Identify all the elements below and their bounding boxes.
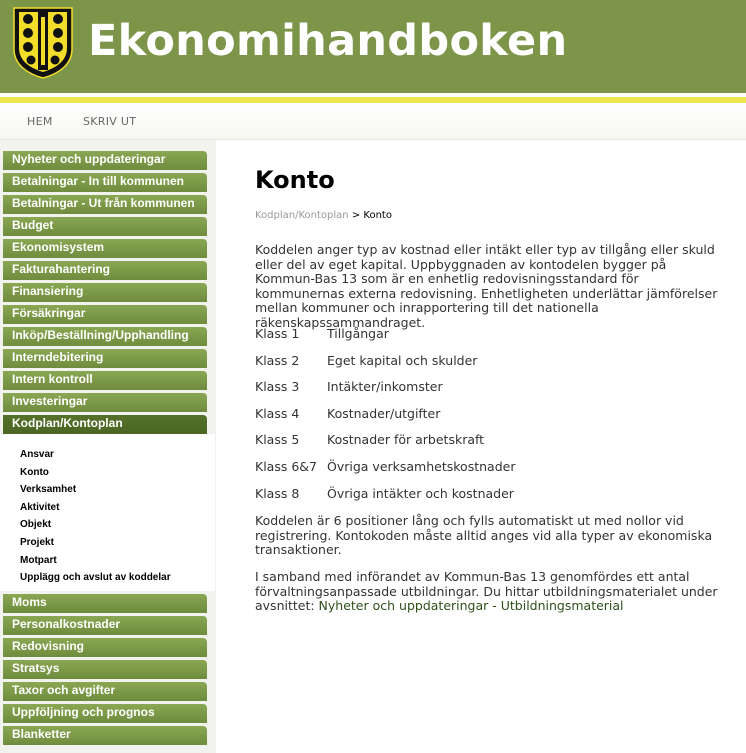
nav-home-link[interactable]: HEM [27, 115, 53, 128]
sidebar-item-interndebitering[interactable]: Interndebitering [3, 349, 207, 368]
klass-description: Övriga verksamhetskostnader [327, 458, 516, 474]
klass-row [255, 406, 725, 433]
municipal-coat-of-arms-icon[interactable] [11, 5, 75, 80]
klass-description: Kostnader/utgifter [327, 405, 441, 421]
sidebar-item-budget[interactable]: Budget [3, 217, 207, 236]
nav-print-link[interactable]: SKRIV UT [83, 115, 137, 128]
sidebar-item-finansiering[interactable]: Finansiering [3, 283, 207, 302]
sidebar-item-intern-kontroll[interactable]: Intern kontroll [3, 371, 207, 390]
submenu-item-projekt[interactable]: Projekt [20, 536, 54, 548]
submenu-item-ansvar[interactable]: Ansvar [20, 449, 54, 460]
klass-description: Kostnader för arbetskraft [327, 432, 485, 448]
page-title: Konto [255, 166, 335, 194]
sidebar-item-blanketter[interactable]: Blanketter [3, 726, 207, 745]
site-title[interactable]: Ekonomihandboken [88, 16, 568, 66]
klass-description: Intäkter/inkomster [327, 379, 443, 395]
sidebar-item-personalkostnader[interactable]: Personalkostnader [3, 616, 207, 635]
klass-label: Klass 8 [255, 485, 300, 501]
sidebar-item-kodplan-active[interactable]: Kodplan/Kontoplan [3, 415, 207, 434]
sidebar-menu [3, 151, 207, 748]
sidebar-item-fakturahantering[interactable]: Fakturahantering [3, 261, 207, 280]
sidebar-item-redovisning[interactable]: Redovisning [3, 638, 207, 657]
breadcrumb-separator: > [351, 210, 361, 221]
intro-paragraph: Koddelen anger typ av kostnad eller intäkt eller typ av tillgång eller skuld eller del av eget kapital. Uppbyggnaden av kontodelen bygger på Kommun-Bas 13 som är en enhetlig redovisningsstandard för kommunernas externa redovisning. Enhetligheten underlättar jämförelser mellan kommuner och inrapportering till det nationella räkenskapssammandraget. [255, 242, 718, 330]
utbildningsmaterial-link[interactable]: Nyheter och uppdateringar - Utbildningsmaterial [318, 598, 624, 613]
klass-label: Klass 3 [255, 379, 300, 395]
klass-description: Övriga intäkter och kostnader [327, 485, 514, 501]
top-navigation [0, 103, 746, 140]
kontokod-paragraph: Koddelen är 6 positioner lång och fylls automatiskt ut med nollor vid registrering. Kontokoden måste alltid anges vid alla typer av ekonomiska transaktioner. [255, 513, 713, 557]
site-header [0, 0, 746, 93]
submenu-item-objekt[interactable]: Objekt [20, 519, 52, 531]
submenu-item-upplagg[interactable]: Upplägg och avslut av koddelar [20, 572, 171, 584]
klass-label: Klass 5 [255, 432, 300, 448]
breadcrumb-current: Konto [363, 210, 392, 221]
klass-label: Klass 6&7 [255, 458, 317, 474]
sidebar-item-investeringar[interactable]: Investeringar [3, 393, 207, 412]
sidebar-item-ekonomisystem[interactable]: Ekonomisystem [3, 239, 207, 258]
klass-row [255, 459, 725, 486]
utbildning-text: I samband med införandet av Kommun-Bas 13 genomfördes ett antal förvaltningsanpassade utbildningar. Du hittar utbildningsmaterialet under avsnittet: [255, 569, 718, 613]
klass-row [255, 486, 725, 513]
submenu-item-verksamhet[interactable]: Verksamhet [20, 484, 77, 496]
submenu-item-motpart[interactable]: Motpart [20, 554, 57, 566]
sidebar-item-inkop[interactable]: Inköp/Beställning/Upphandling [3, 327, 207, 346]
sidebar-item-taxor[interactable]: Taxor och avgifter [3, 682, 207, 701]
sidebar-item-nyheter[interactable]: Nyheter och uppdateringar [3, 151, 207, 170]
sidebar-item-forsakringar[interactable]: Försäkringar [3, 305, 207, 324]
klass-list [255, 326, 725, 512]
klass-row [255, 432, 725, 459]
sidebar-item-stratsys[interactable]: Stratsys [3, 660, 207, 679]
utbildning-paragraph [255, 570, 725, 614]
klass-description: Tillgångar [327, 326, 389, 341]
klass-label: Klass 1 [255, 326, 300, 341]
klass-row [255, 353, 725, 380]
sidebar-item-betalningar-ut[interactable]: Betalningar - Ut från kommunen [3, 195, 207, 214]
klass-row [255, 326, 725, 353]
klass-row [255, 379, 725, 406]
sidebar-submenu [0, 434, 215, 591]
submenu-item-konto[interactable]: Konto [20, 466, 49, 478]
sidebar-item-uppfoljning[interactable]: Uppföljning och prognos [3, 704, 207, 723]
sidebar-item-moms[interactable]: Moms [3, 594, 207, 613]
breadcrumb [255, 210, 392, 221]
breadcrumb-parent-link[interactable]: Kodplan/Kontoplan [255, 210, 349, 221]
submenu-item-aktivitet[interactable]: Aktivitet [20, 501, 60, 513]
klass-description: Eget kapital och skulder [327, 352, 478, 368]
klass-label: Klass 2 [255, 352, 300, 368]
klass-label: Klass 4 [255, 405, 300, 421]
sidebar-item-betalningar-in[interactable]: Betalningar - In till kommunen [3, 173, 207, 192]
sidebar [0, 140, 216, 753]
